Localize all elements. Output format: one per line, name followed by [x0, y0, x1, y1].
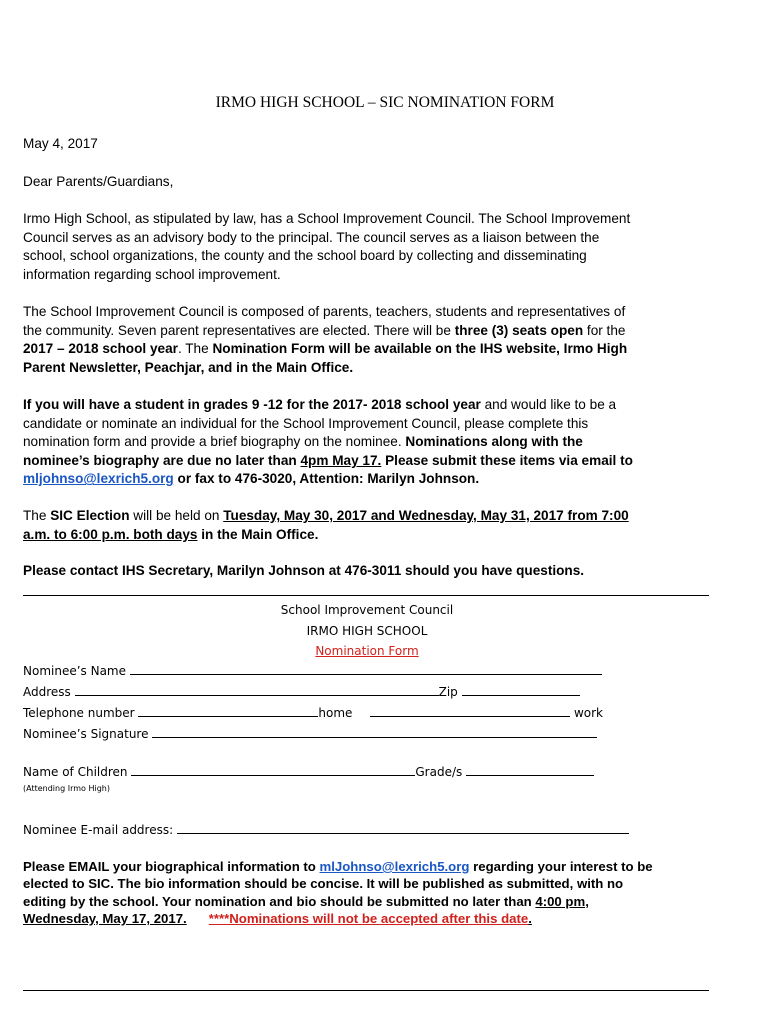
text-line: school, school organizations, the county and the school board by collecting and disseminating [23, 248, 587, 264]
telephone-row [23, 705, 603, 720]
text-line: candidate or nominate an individual for the School Improvement Council, please complete this [23, 415, 589, 431]
text-line: If you will have a student in grades 9 -12 for the 2017- 2018 school year and would like to be a [23, 397, 617, 412]
text-line: a.m. to 6:00 p.m. both days in the Main Office. [23, 526, 319, 542]
text-line: Council serves as an advisory body to the principal. The council serves as a liaison between the [23, 229, 600, 245]
bottom-divider [23, 990, 709, 991]
salutation: Dear Parents/Guardians, [23, 174, 174, 189]
children-label: Name of Children [23, 765, 128, 779]
text-line: information regarding school improvement. [23, 266, 281, 282]
contact-line: Please contact IHS Secretary, Marilyn Johnson at 476-3011 should you have questions. [23, 563, 585, 578]
page-title: IRMO HIGH SCHOOL – SIC NOMINATION FORM [215, 94, 555, 111]
email-link[interactable]: mljohnso@lexrich5.org [23, 471, 174, 487]
text-line: the community. Seven parent representatives are elected. There will be three (3) seats open for the [23, 322, 626, 338]
text-line: Please EMAIL your biographical information to mlJohnso@lexrich5.org regarding your interest to be [23, 859, 653, 874]
form-heading: School Improvement Council [280, 603, 454, 617]
text-line: Irmo High School, as stipulated by law, has a School Improvement Council. The School Improvement [23, 211, 631, 226]
email-link[interactable]: mlJohnso@lexrich5.org [319, 859, 470, 874]
address-label: Address [23, 685, 71, 699]
children-row [23, 764, 594, 779]
form-title: Nomination Form [315, 644, 419, 658]
text-line: nomination form and provide a brief biography on the nominee. Nominations along with the [23, 434, 583, 450]
form-header [0, 600, 734, 662]
text-line: Wednesday, May 17, 2017. ****Nominations will not be accepted after this date. [23, 910, 532, 926]
address-field[interactable] [75, 684, 439, 696]
text-line: 2017 – 2018 school year. The Nomination Form will be available on the IHS website, Irmo High [23, 341, 628, 357]
letter-date: May 4, 2017 [23, 136, 98, 151]
form-heading: IRMO HIGH SCHOOL [306, 623, 428, 638]
paragraph-council [23, 303, 723, 377]
email-label: Nominee E-mail address: [23, 823, 174, 837]
signature-label: Nominee’s Signature [23, 727, 149, 741]
footer-instructions [23, 858, 723, 927]
text-line: nominee’s biography are due no later than 4pm May 17. Please submit these items via email to [23, 452, 633, 468]
deadline-warning: ****Nominations will not be accepted after this date [208, 910, 529, 926]
zip-label: Zip [438, 685, 458, 699]
telephone-label: Telephone number [23, 706, 135, 720]
paragraph-eligibility [23, 396, 723, 489]
nominee-name-row [23, 663, 602, 678]
attending-note: (Attending Irmo High) [23, 784, 110, 793]
text-line: mljohnso@lexrich5.org or fax to 476-3020, Attention: Marilyn Johnson. [23, 471, 480, 487]
address-row [23, 684, 580, 699]
email-row [23, 822, 629, 837]
text-line: elected to SIC. The bio information should be concise. It will be published as submitted, with no [23, 876, 624, 892]
work-label: work [573, 706, 603, 720]
paragraph-intro [23, 210, 723, 284]
signature-row [23, 726, 597, 741]
signature-field[interactable] [152, 726, 597, 738]
children-field[interactable] [131, 764, 415, 776]
divider [23, 595, 709, 596]
text-line: Parent Newsletter, Peachjar, and in the Main Office. [23, 359, 354, 375]
grade-field[interactable] [466, 764, 594, 776]
nominee-name-label: Nominee’s Name [23, 664, 126, 678]
nominee-name-field[interactable] [130, 663, 602, 675]
grade-label: Grade/s [415, 765, 463, 779]
email-field[interactable] [177, 822, 629, 834]
home-phone-field[interactable] [138, 705, 318, 717]
work-phone-field[interactable] [370, 705, 570, 717]
zip-field[interactable] [462, 684, 580, 696]
home-label: home [318, 706, 353, 720]
text-line: The SIC Election will be held on Tuesday, May 30, 2017 and Wednesday, May 31, 2017 from 7:00 [23, 508, 629, 523]
text-line: editing by the school. Your nomination and bio should be submitted no later than 4:00 pm, [23, 893, 589, 909]
text-line: The School Improvement Council is composed of parents, teachers, students and representatives of [23, 304, 626, 319]
paragraph-election [23, 507, 723, 544]
